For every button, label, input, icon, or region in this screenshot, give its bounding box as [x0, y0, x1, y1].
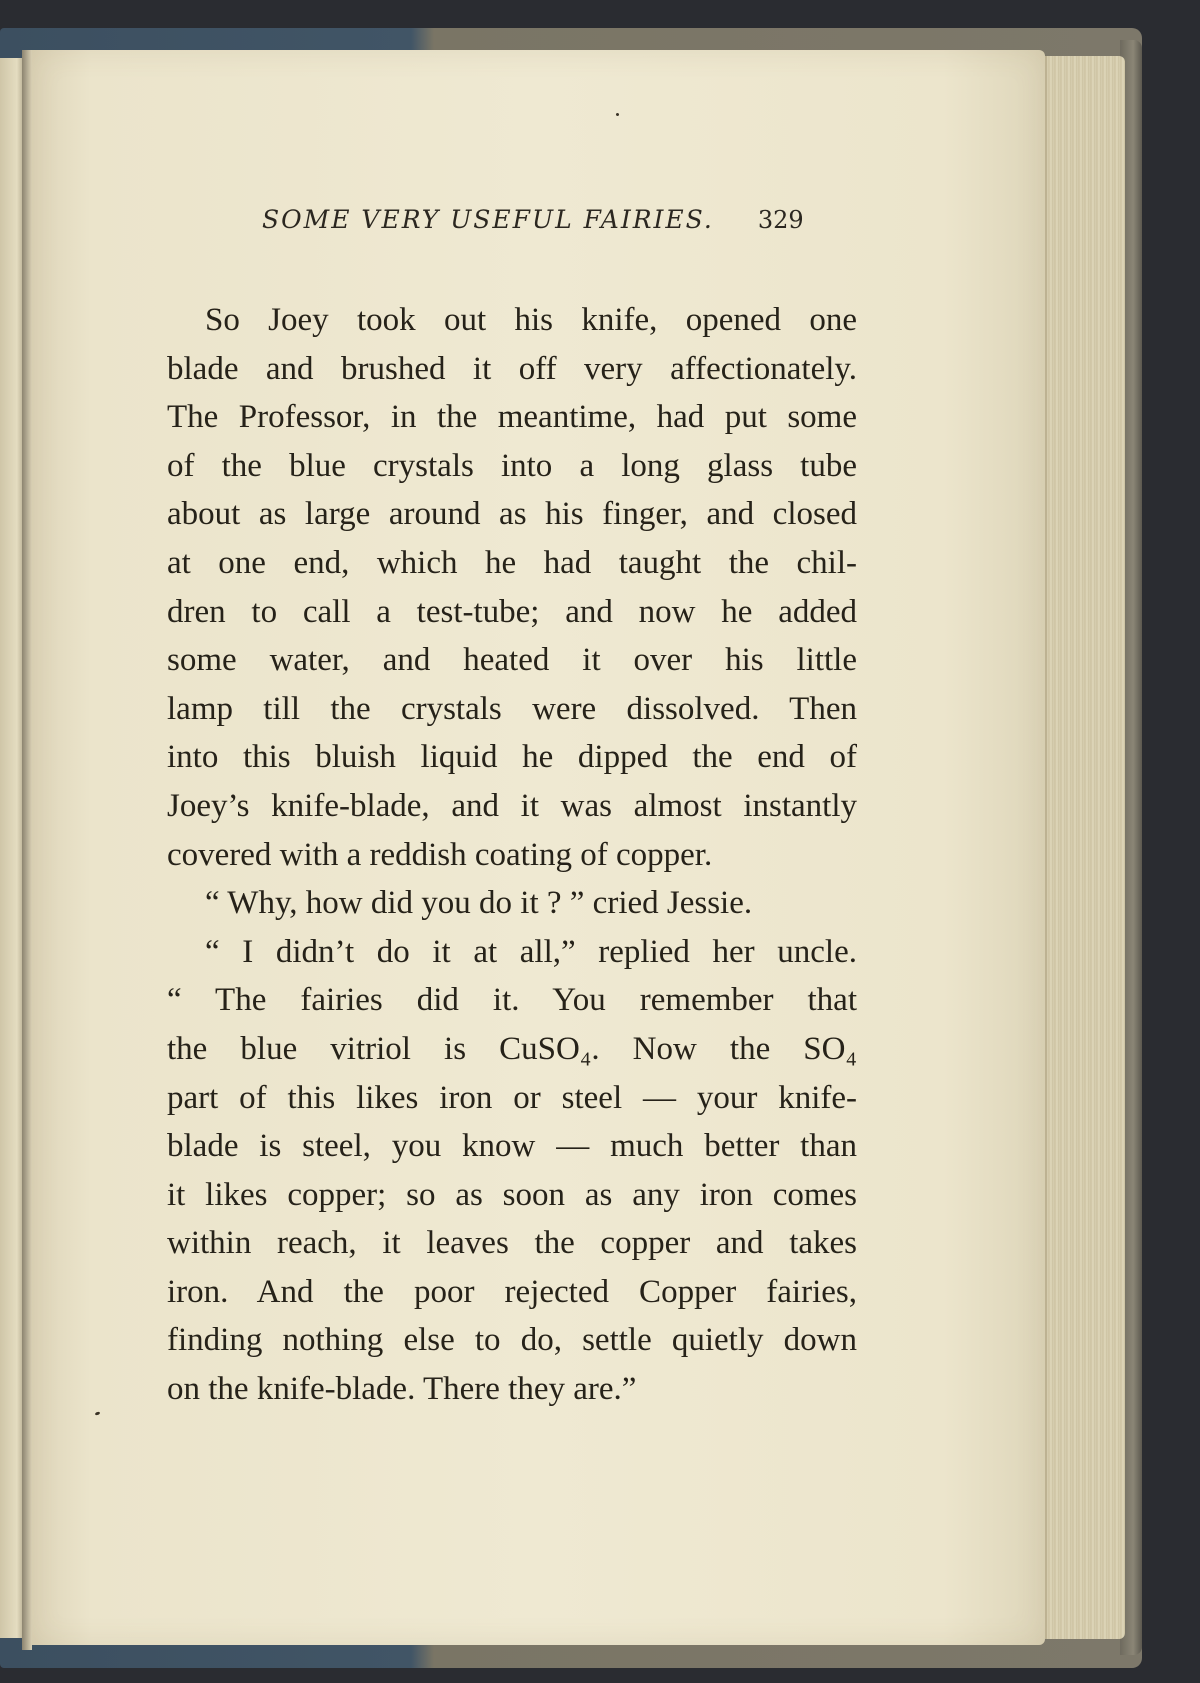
page-gutter — [22, 50, 32, 1650]
text-line: So Joey took out his knife, opened one — [205, 302, 857, 338]
text-line: into this bluish liquid he dipped the end of — [167, 739, 857, 776]
text-line: “ Why, how did you do it ? ” cried Jessie. — [205, 885, 753, 922]
text-line: on the knife-blade. There they are.” — [167, 1371, 637, 1408]
text-line: The Professor, in the meantime, had put some — [167, 399, 857, 436]
text-line: dren to call a test-tube; and now he added — [167, 593, 857, 630]
running-head-title: SOME VERY USEFUL FAIRIES. — [262, 205, 714, 234]
facing-page-edge — [0, 58, 24, 1638]
text-line: blade and brushed it off very affectionately. — [167, 350, 857, 387]
text-line: some water, and heated it over his little — [167, 642, 857, 679]
text-line: covered with a reddish coating of copper. — [167, 836, 713, 873]
text-line: within reach, it leaves the copper and takes — [167, 1225, 857, 1262]
text-line: “ The fairies did it. You remember that — [167, 982, 857, 1019]
text-line: blade is steel, you know — much better than — [167, 1128, 857, 1165]
text-line: at one end, which he had taught the chil- — [167, 544, 857, 581]
text-line: Joey’s knife-blade, and it was almost instantly — [167, 787, 857, 824]
text-line: about as large around as his finger, and closed — [167, 496, 857, 533]
body-text — [167, 296, 857, 1414]
page-stack-edge — [1045, 56, 1125, 1639]
text-line: finding nothing else to do, settle quietly down — [167, 1322, 857, 1359]
page-number: 329 — [757, 206, 804, 234]
text-line: lamp till the crystals were dissolved. Then — [167, 690, 857, 727]
running-head — [262, 205, 862, 245]
text-line: it likes copper; so as soon as any iron comes — [167, 1176, 857, 1213]
text-line: “ I didn’t do it at all,” replied her uncle. — [205, 933, 857, 970]
text-line: of the blue crystals into a long glass tube — [167, 447, 857, 484]
text-line: part of this likes iron or steel — your knife- — [167, 1079, 857, 1116]
text-line: iron. And the poor rejected Copper fairies, — [167, 1273, 857, 1310]
text-line: the blue vitriol is CuSO₄. Now the SO₄ — [167, 1030, 857, 1067]
